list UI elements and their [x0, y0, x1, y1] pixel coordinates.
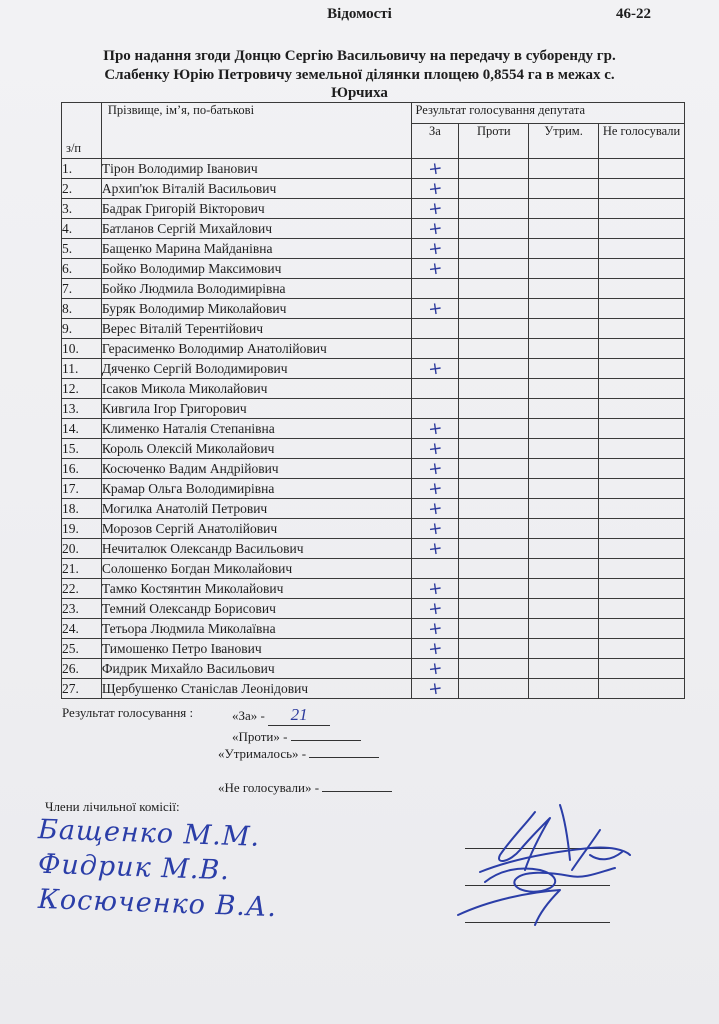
row-number: 12. [62, 379, 102, 399]
row-number: 13. [62, 399, 102, 419]
result-abstain-label: «Утрималось» - [218, 746, 307, 761]
row-number: 16. [62, 459, 102, 479]
row-number: 11. [62, 359, 102, 379]
row-name: Бадрак Григорій Вікторович [101, 199, 411, 219]
vote-mark [412, 405, 458, 412]
row-against-cell [459, 219, 529, 239]
document-title: Відомості [327, 6, 392, 22]
table-row [62, 539, 685, 559]
vote-mark: + [426, 637, 444, 660]
row-name: Кивгила Ігор Григорович [101, 399, 411, 419]
row-abstain-cell [529, 619, 599, 639]
row-for-cell [411, 499, 459, 519]
row-notvoted-cell [599, 459, 685, 479]
row-abstain-cell [529, 639, 599, 659]
row-abstain-cell [529, 579, 599, 599]
vote-mark [412, 325, 458, 332]
commission-member-2: Фидрик М.В. [37, 848, 231, 887]
row-name: Могилка Анатолій Петрович [101, 499, 411, 519]
row-for-cell [411, 299, 459, 319]
commission-member-1: Бащенко М.М. [37, 814, 261, 853]
row-abstain-cell [529, 599, 599, 619]
row-against-cell [459, 459, 529, 479]
row-notvoted-cell [599, 239, 685, 259]
row-abstain-cell [529, 299, 599, 319]
row-for-cell [411, 539, 459, 559]
row-notvoted-cell [599, 639, 685, 659]
row-notvoted-cell [599, 539, 685, 559]
row-number: 26. [62, 659, 102, 679]
subtitle-line-3: Юрчиха [331, 85, 388, 101]
row-notvoted-cell [599, 579, 685, 599]
result-against [232, 728, 361, 745]
row-for-cell [411, 639, 459, 659]
vote-mark: + [426, 617, 444, 640]
row-notvoted-cell [599, 259, 685, 279]
row-name: Бойко Володимир Максимович [101, 259, 411, 279]
row-abstain-cell [529, 379, 599, 399]
vote-mark: + [426, 357, 444, 380]
result-abstain [218, 745, 379, 762]
row-against-cell [459, 539, 529, 559]
table-row [62, 459, 685, 479]
row-against-cell [459, 639, 529, 659]
row-name: Щербушенко Станіслав Леонідович [101, 679, 411, 699]
vote-mark: + [426, 217, 444, 240]
vote-mark: + [426, 237, 444, 260]
row-for-cell [411, 659, 459, 679]
row-notvoted-cell [599, 299, 685, 319]
row-number: 17. [62, 479, 102, 499]
row-notvoted-cell [599, 379, 685, 399]
row-abstain-cell [529, 279, 599, 299]
table-row [62, 299, 685, 319]
row-for-cell [411, 679, 459, 699]
row-notvoted-cell [599, 199, 685, 219]
header-number: з/п [62, 103, 102, 159]
row-abstain-cell [529, 479, 599, 499]
row-number: 10. [62, 339, 102, 359]
row-name: Буряк Володимир Миколайович [101, 299, 411, 319]
row-number: 6. [62, 259, 102, 279]
vote-mark [412, 345, 458, 352]
row-notvoted-cell [599, 359, 685, 379]
row-name: Тимошенко Петро Іванович [101, 639, 411, 659]
header-abstain: Утрим. [529, 124, 599, 159]
result-against-label: «Проти» - [232, 729, 288, 744]
row-for-cell [411, 399, 459, 419]
subtitle-line-1: Про надання згоди Донцю Сергію Васильовичу на передачу в суборенду гр. [103, 48, 616, 64]
row-against-cell [459, 359, 529, 379]
row-against-cell [459, 259, 529, 279]
row-for-cell [411, 179, 459, 199]
row-name: Косюченко Вадим Андрійович [101, 459, 411, 479]
row-notvoted-cell [599, 499, 685, 519]
row-against-cell [459, 299, 529, 319]
row-abstain-cell [529, 679, 599, 699]
table-row [62, 359, 685, 379]
row-against-cell [459, 599, 529, 619]
result-for [232, 705, 330, 726]
row-for-cell [411, 619, 459, 639]
table-row [62, 159, 685, 179]
row-name: Ісаков Микола Миколайович [101, 379, 411, 399]
row-name: Тетьора Людмила Миколаївна [101, 619, 411, 639]
row-notvoted-cell [599, 419, 685, 439]
result-notvoted-label: «Не голосували» - [218, 780, 320, 795]
row-abstain-cell [529, 559, 599, 579]
row-number: 5. [62, 239, 102, 259]
row-against-cell [459, 679, 529, 699]
vote-mark: + [426, 257, 444, 280]
table-row [62, 279, 685, 299]
row-abstain-cell [529, 539, 599, 559]
row-for-cell [411, 339, 459, 359]
row-name: Тірон Володимир Іванович [101, 159, 411, 179]
row-abstain-cell [529, 219, 599, 239]
row-number: 22. [62, 579, 102, 599]
row-name: Фидрик Михайло Васильович [101, 659, 411, 679]
row-notvoted-cell [599, 679, 685, 699]
table-row [62, 559, 685, 579]
table-row [62, 419, 685, 439]
row-against-cell [459, 519, 529, 539]
row-abstain-cell [529, 319, 599, 339]
vote-mark: + [426, 537, 444, 560]
row-number: 21. [62, 559, 102, 579]
row-name: Морозов Сергій Анатолійович [101, 519, 411, 539]
voting-table [61, 102, 685, 699]
row-abstain-cell [529, 159, 599, 179]
row-against-cell [459, 159, 529, 179]
row-abstain-cell [529, 259, 599, 279]
header-for: За [411, 124, 459, 159]
row-name: Солошенко Богдан Миколайович [101, 559, 411, 579]
vote-mark: + [426, 577, 444, 600]
table-row [62, 219, 685, 239]
row-notvoted-cell [599, 159, 685, 179]
header-name: Прізвище, ім’я, по-батькові [101, 103, 411, 159]
row-number: 4. [62, 219, 102, 239]
row-against-cell [459, 199, 529, 219]
row-for-cell [411, 379, 459, 399]
row-for-cell [411, 579, 459, 599]
table-row [62, 399, 685, 419]
row-name: Архип'юк Віталій Васильович [101, 179, 411, 199]
table-row [62, 319, 685, 339]
row-notvoted-cell [599, 399, 685, 419]
row-abstain-cell [529, 659, 599, 679]
vote-mark [412, 285, 458, 292]
result-notvoted [218, 779, 392, 796]
row-abstain-cell [529, 459, 599, 479]
vote-mark: + [426, 197, 444, 220]
table-row [62, 339, 685, 359]
row-number: 23. [62, 599, 102, 619]
row-number: 9. [62, 319, 102, 339]
row-number: 8. [62, 299, 102, 319]
vote-mark: + [426, 157, 444, 180]
row-notvoted-cell [599, 439, 685, 459]
result-for-label: «За» - [232, 708, 265, 723]
row-notvoted-cell [599, 659, 685, 679]
row-against-cell [459, 499, 529, 519]
row-for-cell [411, 359, 459, 379]
row-for-cell [411, 279, 459, 299]
table-row [62, 659, 685, 679]
row-abstain-cell [529, 359, 599, 379]
row-number: 25. [62, 639, 102, 659]
row-abstain-cell [529, 519, 599, 539]
table-row [62, 199, 685, 219]
row-notvoted-cell [599, 279, 685, 299]
row-number: 19. [62, 519, 102, 539]
row-number: 3. [62, 199, 102, 219]
row-name: Король Олексій Миколайович [101, 439, 411, 459]
vote-mark: + [426, 517, 444, 540]
row-number: 2. [62, 179, 102, 199]
row-for-cell [411, 199, 459, 219]
vote-mark: + [426, 477, 444, 500]
row-number: 27. [62, 679, 102, 699]
row-abstain-cell [529, 179, 599, 199]
table-row [62, 179, 685, 199]
row-name: Верес Віталій Терентійович [101, 319, 411, 339]
table-row [62, 679, 685, 699]
row-for-cell [411, 459, 459, 479]
row-abstain-cell [529, 499, 599, 519]
row-for-cell [411, 599, 459, 619]
row-abstain-cell [529, 399, 599, 419]
table-row [62, 379, 685, 399]
row-against-cell [459, 479, 529, 499]
row-name: Дяченко Сергій Володимирович [101, 359, 411, 379]
row-notvoted-cell [599, 559, 685, 579]
handwritten-signature [440, 800, 660, 935]
row-against-cell [459, 179, 529, 199]
row-abstain-cell [529, 419, 599, 439]
row-against-cell [459, 319, 529, 339]
row-name: Крамар Ольга Володимирівна [101, 479, 411, 499]
header-notvoted: Не голосували [599, 124, 685, 159]
table-body [62, 159, 685, 699]
row-number: 24. [62, 619, 102, 639]
row-notvoted-cell [599, 479, 685, 499]
table-row [62, 619, 685, 639]
row-against-cell [459, 239, 529, 259]
row-number: 15. [62, 439, 102, 459]
commission-label: Члени лічильної комісії: [45, 799, 180, 814]
row-for-cell [411, 519, 459, 539]
row-against-cell [459, 279, 529, 299]
vote-mark: + [426, 597, 444, 620]
table-row [62, 599, 685, 619]
vote-mark: + [426, 657, 444, 680]
row-abstain-cell [529, 439, 599, 459]
vote-mark: + [426, 497, 444, 520]
row-for-cell [411, 219, 459, 239]
row-for-cell [411, 159, 459, 179]
row-number: 1. [62, 159, 102, 179]
commission-member-3: Косюченко В.А. [37, 883, 278, 924]
row-notvoted-cell [599, 319, 685, 339]
vote-mark: + [426, 177, 444, 200]
table-row [62, 479, 685, 499]
row-notvoted-cell [599, 179, 685, 199]
document-number: 46-22 [616, 6, 651, 22]
row-against-cell [459, 339, 529, 359]
header-against: Проти [459, 124, 529, 159]
results-label: Результат голосування : [62, 705, 194, 720]
result-for-value: 21 [290, 705, 308, 724]
vote-mark: + [426, 677, 444, 700]
row-name: Темний Олександр Борисович [101, 599, 411, 619]
vote-mark: + [426, 417, 444, 440]
row-against-cell [459, 579, 529, 599]
row-against-cell [459, 399, 529, 419]
row-for-cell [411, 419, 459, 439]
row-abstain-cell [529, 239, 599, 259]
row-notvoted-cell [599, 599, 685, 619]
vote-mark: + [426, 437, 444, 460]
row-notvoted-cell [599, 619, 685, 639]
row-for-cell [411, 439, 459, 459]
row-name: Тамко Костянтин Миколайович [101, 579, 411, 599]
row-number: 18. [62, 499, 102, 519]
row-against-cell [459, 659, 529, 679]
row-for-cell [411, 319, 459, 339]
row-notvoted-cell [599, 519, 685, 539]
row-number: 14. [62, 419, 102, 439]
table-row [62, 499, 685, 519]
row-name: Бойко Людмила Володимирівна [101, 279, 411, 299]
row-name: Батланов Сергій Михайлович [101, 219, 411, 239]
row-notvoted-cell [599, 339, 685, 359]
row-name: Герасименко Володимир Анатолійович [101, 339, 411, 359]
vote-mark: + [426, 457, 444, 480]
row-for-cell [411, 239, 459, 259]
row-name: Бащенко Марина Майданівна [101, 239, 411, 259]
row-against-cell [459, 379, 529, 399]
row-against-cell [459, 439, 529, 459]
vote-mark [412, 565, 458, 572]
row-abstain-cell [529, 199, 599, 219]
row-number: 20. [62, 539, 102, 559]
table-row [62, 239, 685, 259]
header-result: Результат голосування депутата [411, 103, 684, 124]
row-notvoted-cell [599, 219, 685, 239]
row-for-cell [411, 479, 459, 499]
table-row [62, 439, 685, 459]
row-against-cell [459, 619, 529, 639]
row-for-cell [411, 259, 459, 279]
row-abstain-cell [529, 339, 599, 359]
subtitle-line-2: Слабенку Юрію Петровичу земельної ділянки площею 0,8554 га в межах с. [104, 67, 615, 83]
table-row [62, 519, 685, 539]
row-against-cell [459, 559, 529, 579]
row-name: Клименко Наталія Степанівна [101, 419, 411, 439]
vote-mark [412, 385, 458, 392]
row-number: 7. [62, 279, 102, 299]
row-against-cell [459, 419, 529, 439]
table-row [62, 639, 685, 659]
table-row [62, 579, 685, 599]
vote-mark: + [426, 297, 444, 320]
row-for-cell [411, 559, 459, 579]
table-row [62, 259, 685, 279]
row-name: Нечиталюк Олександр Васильович [101, 539, 411, 559]
